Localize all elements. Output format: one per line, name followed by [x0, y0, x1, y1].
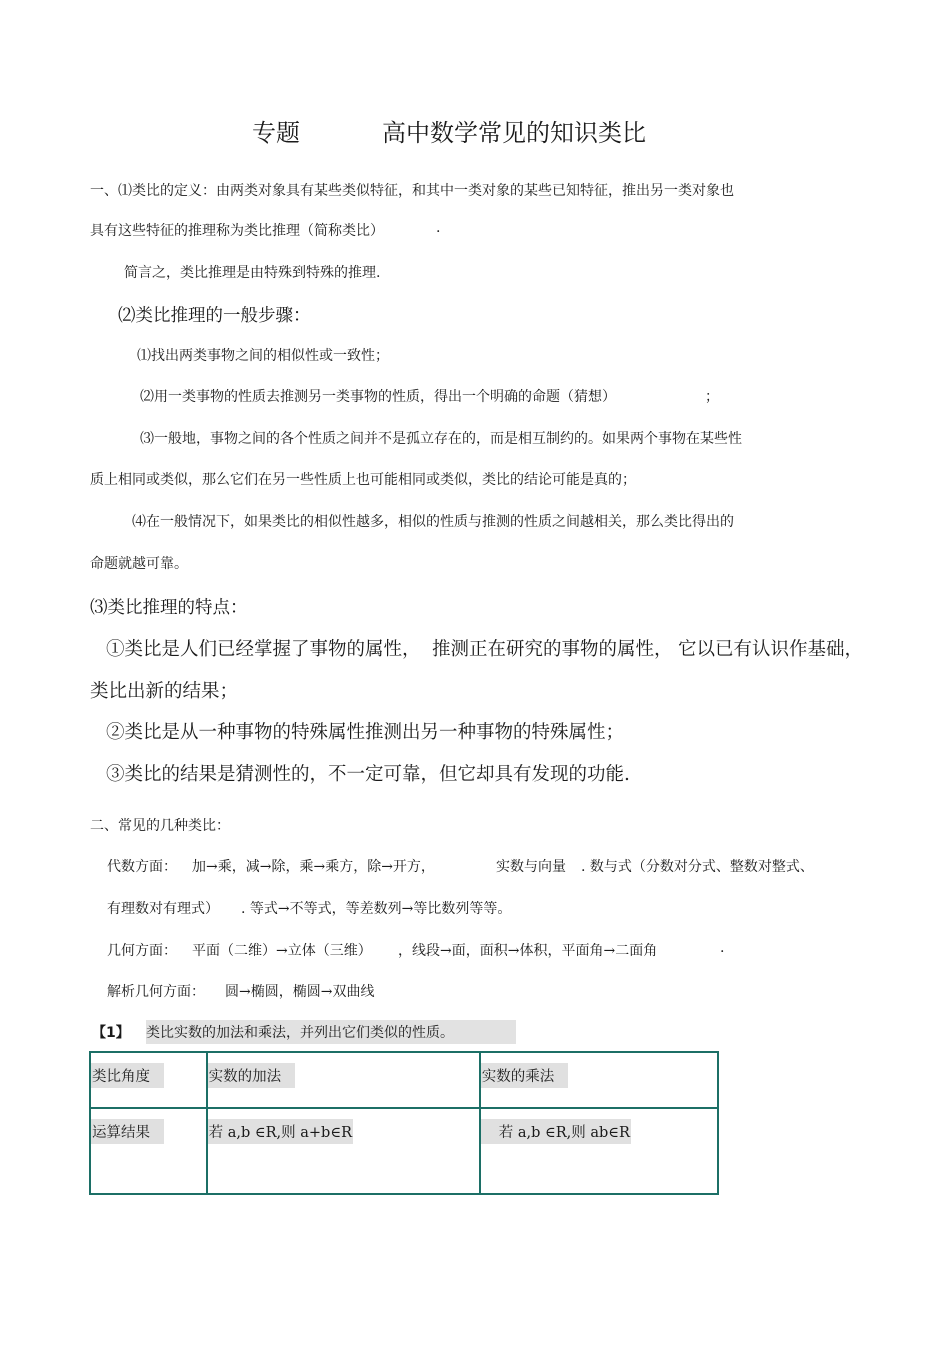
- algebra-numbers-expressions: . 数与式（分数对分式、整数对整式、: [581, 859, 814, 875]
- geometry-label: 几何方面：: [107, 943, 177, 959]
- step-3-line-1: ⑶一般地，事物之间的各个性质之间并不是孤立存在的，而是相互制约的。如果两个事物在某些性: [140, 431, 742, 447]
- header-analogy-angle: 类比角度: [91, 1063, 164, 1088]
- feature-1-line-2: 类比出新的结果；: [90, 681, 239, 702]
- title-part-1: 专题: [252, 119, 300, 147]
- feature-1-part-a: ①类比是人们已经掌握了事物的属性，: [106, 639, 421, 660]
- step-1: ⑴找出两类事物之间的相似性或一致性；: [137, 348, 389, 364]
- analogy-table: [89, 1051, 719, 1195]
- definition-line-1: 一、⑴类比的定义：由两类对象具有某些类似特征，和其中一类对象的某些已知特征，推出另一类对象也: [90, 183, 734, 199]
- step-4-line-2: 命题就越可靠。: [90, 556, 188, 572]
- header-real-multiplication: 实数的乘法: [481, 1063, 569, 1088]
- multiplication-closure: 若 a,b ∈R,则 ab∈R: [481, 1119, 631, 1144]
- feature-1-part-b: 推测正在研究的事物的属性，: [432, 639, 673, 660]
- algebra-label: 代数方面：: [107, 859, 177, 875]
- analytic-label: 解析几何方面：: [107, 984, 205, 1000]
- definition-line-2: 具有这些特征的推理称为类比推理（简称类比）: [90, 223, 384, 239]
- table-cell: [90, 1108, 207, 1194]
- algebra-line-2-rest: . 等式→不等式，等差数列→等比数列等等。: [241, 901, 512, 917]
- example-label: 【1】: [92, 1025, 130, 1041]
- geometry-end: .: [720, 940, 725, 956]
- steps-heading: ⑵类比推理的一般步骤：: [118, 306, 311, 326]
- step-3-line-2: 质上相同或类似，那么它们在另一些性质上也可能相同或类似，类比的结论可能是真的；: [90, 472, 636, 488]
- feature-2: ②类比是从一种事物的特殊属性推测出另一种事物的特殊属性；: [106, 722, 625, 743]
- section-2-heading: 二、常见的几种类比：: [90, 818, 230, 834]
- summary-text: 简言之，类比推理是由特殊到特殊的推理.: [124, 265, 381, 281]
- step-2-end: ；: [705, 389, 719, 405]
- geometry-dimensions: 平面（二维）→立体（三维）: [192, 943, 372, 959]
- addition-closure: 若 a,b ∈R,则 a+b∈R: [208, 1119, 353, 1144]
- feature-1-part-c: 它以已有认识作基础，: [678, 639, 864, 660]
- title-part-2: 高中数学常见的知识类比: [382, 119, 646, 147]
- features-heading: ⑶类比推理的特点：: [90, 598, 248, 618]
- table-cell: [480, 1108, 718, 1194]
- algebra-vectors: 实数与向量: [496, 859, 566, 875]
- table-cell: [207, 1108, 480, 1194]
- table-row: [90, 1108, 718, 1194]
- feature-3: ③类比的结果是猜测性的，不一定可靠，但它却具有发现的功能.: [106, 764, 630, 785]
- row-label-operation-result: 运算结果: [91, 1119, 164, 1144]
- table-header-cell: [480, 1052, 718, 1108]
- step-2: ⑵用一类事物的性质去推测另一类事物的性质，得出一个明确的命题（猜想）: [140, 389, 616, 405]
- geometry-analogies: ，线段→面，面积→体积，平面角→二面角: [398, 943, 658, 959]
- table-header-row: [90, 1052, 718, 1108]
- table-header-cell: [207, 1052, 480, 1108]
- example-prompt: 类比实数的加法和乘法，并列出它们类似的性质。: [146, 1020, 516, 1044]
- algebra-analogies: 加→乘，减→除，乘→乘方，除→开方，: [192, 859, 435, 875]
- analytic-analogies: 圆→椭圆，椭圆→双曲线: [225, 984, 375, 1000]
- header-real-addition: 实数的加法: [208, 1063, 296, 1088]
- table-header-cell: [90, 1052, 207, 1108]
- step-4-line-1: ⑷在一般情况下，如果类比的相似性越多，相似的性质与推测的性质之间越相关，那么类比得出的: [132, 514, 734, 530]
- definition-line-2-end: .: [436, 220, 441, 236]
- algebra-line-2: 有理数对有理式）: [107, 901, 219, 917]
